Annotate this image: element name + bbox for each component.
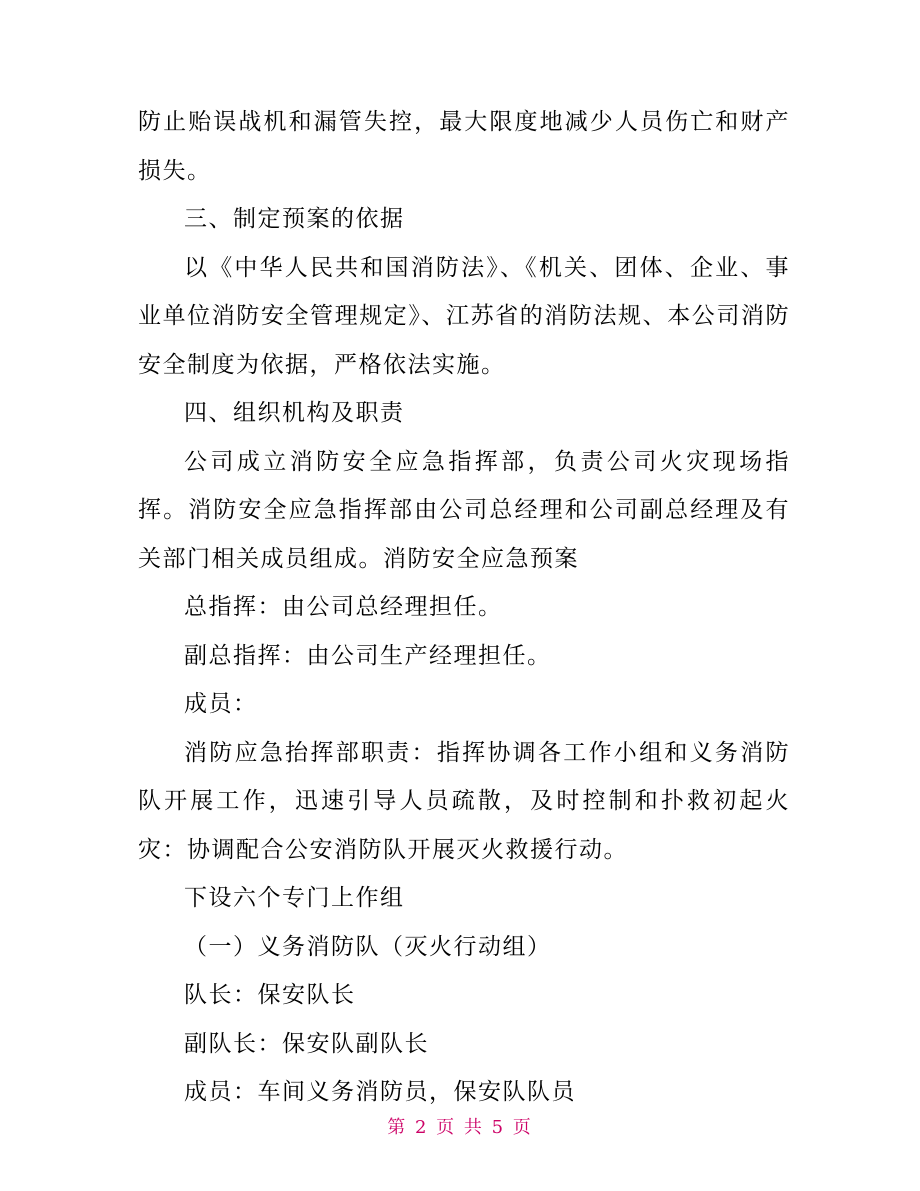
paragraph: 消防应急抬挥部职责：指挥协调各工作小组和义务消防队开展工作，迅速引导人员疏散，及时控制和扑救初起火灾：协调配合公安消防队开展灭火救援行动。	[138, 739, 790, 863]
paragraph: 下设六个专门上作组	[184, 885, 405, 911]
paragraph: 副队长：保安队副队长	[184, 1030, 429, 1057]
section-heading: 三、制定预案的依据	[184, 206, 405, 232]
section-heading: 四、组织机构及职责	[184, 400, 405, 426]
paragraph: 副总指挥：由公司生产经理担任。	[184, 642, 552, 669]
paragraph: 成员：车间义务消防员，保安队队员	[184, 1079, 576, 1105]
page-number-footer: 第 2 页 共 5 页	[387, 1117, 533, 1138]
paragraph: 以《中华人民共和国消防法》、《机关、团体、企业、事业单位消防安全管理规定》、江苏省的消防法规、本公司消防安全制度为依据，严格依法实施。	[138, 254, 790, 378]
paragraph: 队长：保安队长	[184, 982, 356, 1008]
paragraph: 总指挥：由公司总经理担任。	[184, 594, 503, 620]
subsection-heading: （一）义务消防队（灭火行动组）	[184, 933, 552, 960]
paragraph: 防止贻误战机和漏管失控，最大限度地减少人员伤亡和财产损失。	[138, 109, 790, 184]
paragraph: 公司成立消防安全应急指挥部，负责公司火灾现场指挥。消防安全应急指挥部由公司总经理和公司副总经理及有关部门相关成员组成。消防安全应急预案	[138, 448, 790, 572]
document-body	[138, 98, 790, 1117]
paragraph: 成员：	[184, 691, 258, 717]
